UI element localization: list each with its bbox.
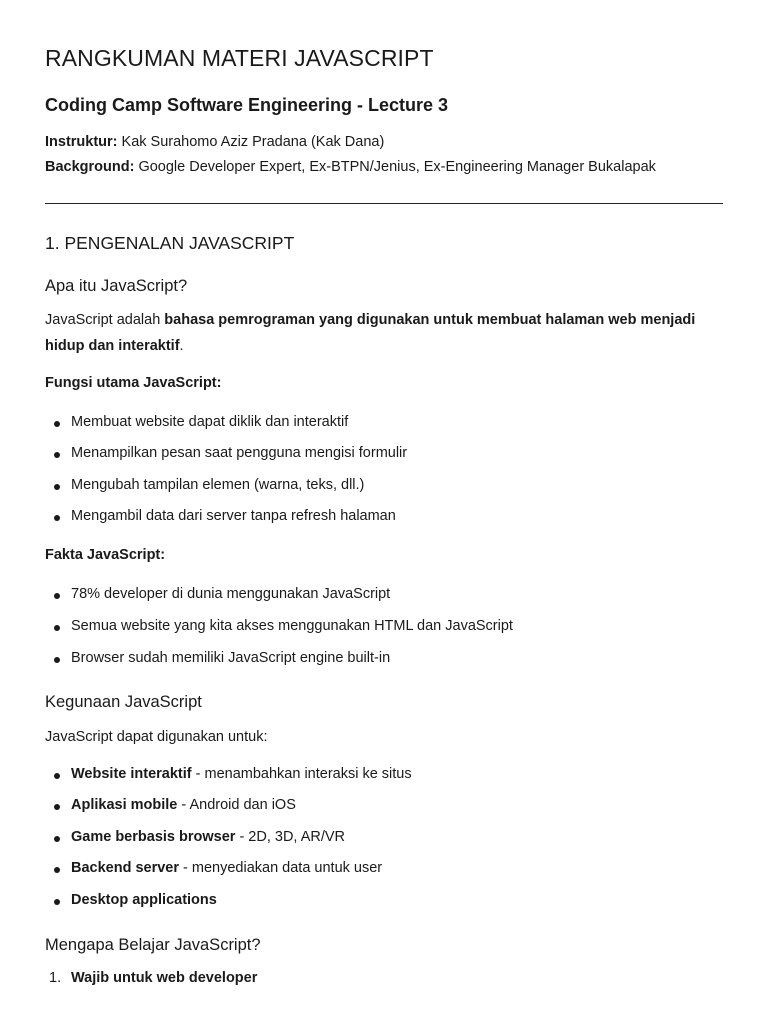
list-item-text: - Android dan iOS	[177, 797, 296, 813]
list-item	[71, 618, 513, 634]
intro-bold: bahasa pemrograman yang digunakan untuk membuat halaman web menjadi hidup dan interaktif	[45, 312, 696, 354]
background-label: Background:	[45, 159, 135, 175]
instructor-value: Kak Surahomo Aziz Pradana (Kak Dana)	[121, 134, 385, 150]
list-item	[71, 766, 412, 782]
list-item-text: - 2D, 3D, AR/VR	[235, 829, 346, 845]
subheading-uses: Kegunaan JavaScript	[45, 693, 202, 711]
background-line	[45, 159, 656, 175]
list-item	[71, 586, 390, 602]
subheading-why: Mengapa Belajar JavaScript?	[45, 936, 261, 954]
instructor-label: Instruktur:	[45, 134, 118, 150]
page-title: RANGKUMAN MATERI JAVASCRIPT	[45, 45, 434, 71]
list-item	[71, 829, 345, 845]
bullet-icon	[54, 625, 60, 631]
list-item	[71, 508, 396, 524]
list-item-text: Membuat website dapat diklik dan interaktif	[71, 414, 349, 430]
list-item	[71, 445, 407, 461]
facts-label: Fakta JavaScript:	[45, 547, 166, 563]
list-item-bold: Wajib untuk web developer	[71, 970, 258, 986]
bullet-icon	[54, 867, 60, 873]
list-item-text: - menyediakan data untuk user	[179, 860, 383, 876]
page-subtitle: Coding Camp Software Engineering - Lecture 3	[45, 95, 449, 115]
list-item-text: Menampilkan pesan saat pengguna mengisi formulir	[71, 445, 408, 461]
list-item	[71, 414, 348, 430]
bullet-icon	[54, 484, 60, 490]
list-item-bold: Aplikasi mobile	[71, 797, 178, 813]
horizontal-divider	[45, 203, 723, 204]
list-item	[71, 860, 382, 876]
section-heading: 1. PENGENALAN JAVASCRIPT	[45, 233, 295, 253]
list-number: 1.	[49, 970, 62, 986]
bullet-icon	[54, 452, 60, 458]
background-value: Google Developer Expert, Ex-BTPN/Jenius, Ex-Engineering Manager Bukalapak	[138, 159, 656, 175]
list-item	[71, 892, 217, 908]
bullet-icon	[54, 773, 60, 779]
bullet-icon	[54, 515, 60, 521]
subheading-what: Apa itu JavaScript?	[45, 277, 188, 295]
intro-post: .	[179, 338, 184, 354]
numbered-list-item	[49, 970, 258, 986]
bullet-icon	[54, 657, 60, 663]
bullet-icon	[54, 836, 60, 842]
bullet-icon	[54, 593, 60, 599]
list-item	[71, 650, 390, 666]
instructor-line	[45, 134, 384, 150]
list-item-bold: Backend server	[71, 860, 180, 876]
list-item-text: 78% developer di dunia menggunakan JavaScript	[71, 586, 391, 602]
intro-pre: JavaScript adalah	[45, 312, 165, 328]
list-item-bold: Website interaktif	[71, 766, 192, 782]
bullet-icon	[54, 421, 60, 427]
bullet-icon	[54, 899, 60, 905]
list-item	[71, 477, 364, 493]
list-item-bold: Desktop applications	[71, 892, 217, 908]
list-item-text: Mengubah tampilan elemen (warna, teks, dll.)	[71, 477, 365, 493]
list-item-text: Semua website yang kita akses menggunakan HTML dan JavaScript	[71, 618, 513, 634]
list-item-text: Browser sudah memiliki JavaScript engine built-in	[71, 650, 391, 666]
bullet-icon	[54, 804, 60, 810]
list-item-bold: Game berbasis browser	[71, 829, 236, 845]
list-item-text: - menambahkan interaksi ke situs	[191, 766, 412, 782]
functions-label: Fungsi utama JavaScript:	[45, 375, 222, 391]
intro-paragraph	[45, 307, 715, 359]
list-item	[71, 797, 296, 813]
uses-intro: JavaScript dapat digunakan untuk:	[45, 729, 268, 745]
list-item-text: Mengambil data dari server tanpa refresh halaman	[71, 508, 396, 524]
